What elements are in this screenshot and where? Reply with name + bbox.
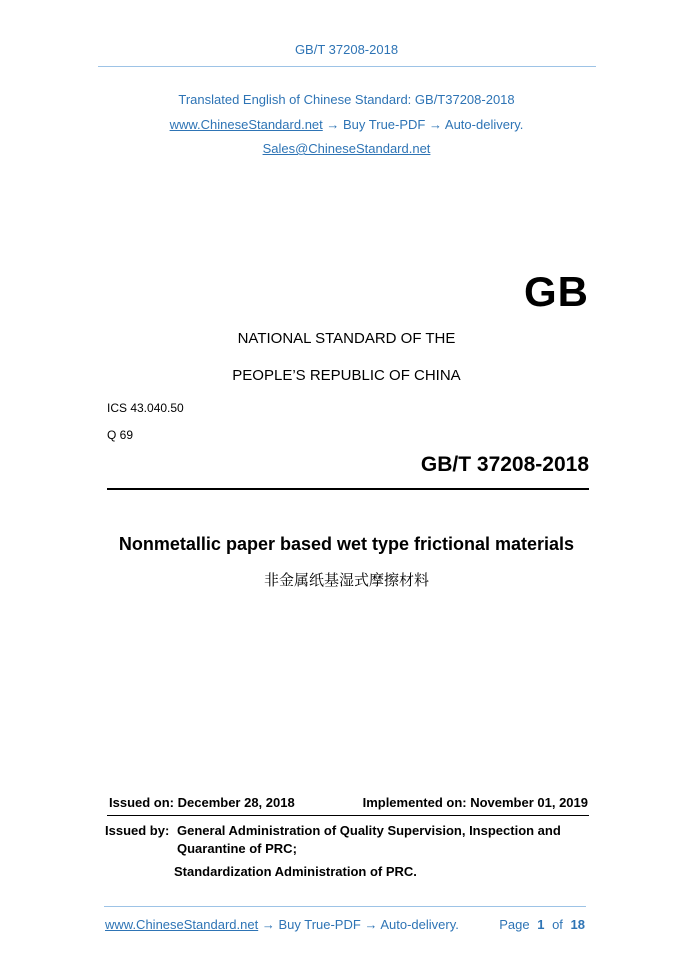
arrow-right-icon: → [326, 117, 340, 132]
email-row [0, 141, 693, 156]
page-indicator [499, 917, 585, 932]
classification-code: Q 69 [107, 428, 134, 442]
chinese-title: 非金属纸基湿式摩擦材料 [263, 571, 429, 589]
footer-buy-text: Buy True-PDF [278, 917, 361, 932]
national-standard-line2: PEOPLE’S REPUBLIC OF CHINA [232, 367, 461, 384]
footer-auto-text: Auto-delivery. [380, 917, 459, 932]
arrow-right-icon: → [261, 917, 275, 932]
arrow-right-icon: → [429, 117, 442, 132]
ics-code: ICS 43.040.50 [107, 401, 184, 415]
implemented-on: Implemented on: November 01, 2019 [362, 795, 588, 810]
promo-links [0, 117, 693, 132]
header-rule [98, 66, 596, 67]
dates-rule [107, 815, 589, 816]
running-header: GB/T 37208-2018 [294, 42, 399, 57]
standard-number-rule [107, 488, 589, 490]
site-link[interactable]: www.ChineseStandard.net [169, 117, 323, 132]
issuer-2: Standardization Administration of PRC. [174, 864, 417, 879]
english-title: Nonmetallic paper based wet type frictional materials [118, 534, 575, 554]
issuer-1-continued: Quarantine of PRC; [177, 841, 297, 856]
issued-on: Issued on: December 28, 2018 [109, 795, 295, 810]
standard-number: GB/T 37208-2018 [420, 453, 589, 476]
email-link[interactable]: Sales@ChineseStandard.net [262, 141, 431, 156]
promo-line: Translated English of Chinese Standard: GB/T37208-2018 [178, 92, 515, 107]
page-current: 1 [537, 917, 545, 932]
footer-links [105, 917, 459, 932]
page-total: 18 [570, 917, 585, 932]
auto-delivery-text: Auto-delivery. [444, 117, 524, 132]
issued-by-label: Issued by: [105, 823, 170, 838]
gb-mark: GB [524, 268, 589, 315]
arrow-right-icon: → [364, 917, 378, 932]
national-standard-line1: NATIONAL STANDARD OF THE [237, 330, 456, 347]
page-label: Page [499, 917, 530, 932]
page-of-label: of [552, 917, 563, 932]
footer-site-link[interactable]: www.ChineseStandard.net [105, 917, 259, 932]
buy-pdf-text: Buy True-PDF [343, 117, 426, 132]
footer-rule [104, 906, 586, 907]
issuer-1: General Administration of Quality Supervision, Inspection and [177, 823, 561, 838]
